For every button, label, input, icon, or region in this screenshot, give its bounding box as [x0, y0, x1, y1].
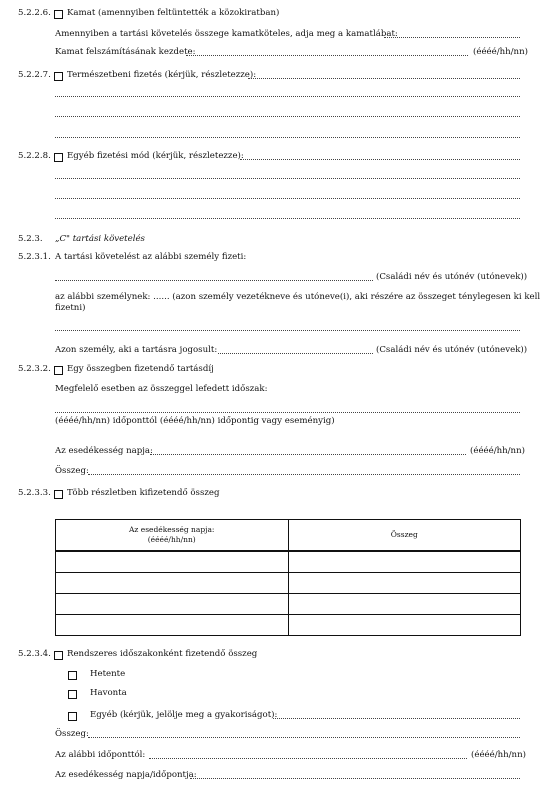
amount-label: Összeg: [55, 466, 89, 476]
other-frequency-field[interactable] [273, 718, 520, 719]
other-method-field-line[interactable] [55, 178, 520, 179]
checkbox-in-kind[interactable] [54, 72, 63, 81]
checkbox-other-frequency[interactable] [68, 712, 77, 721]
due-date-time-field[interactable] [190, 778, 520, 779]
table-row [56, 573, 521, 594]
interest-start-field[interactable] [186, 55, 468, 56]
checkbox-periodic[interactable] [54, 651, 63, 660]
payee-label-cont: fizetni) [55, 303, 86, 313]
option-other-label: Egyéb (kérjük, jelölje meg a gyakoriságot): [90, 710, 278, 720]
section-number: 5.2.2.6. [18, 8, 51, 18]
table-cell-due-date[interactable] [56, 573, 289, 594]
checkbox-weekly[interactable] [68, 671, 77, 680]
period-label: Megfelelő esetben az összeggel lefedett időszak: [55, 384, 268, 394]
payer-label: A tartási követelést az alábbi személy fizeti: [55, 252, 247, 262]
section-title: Több részletben kifizetendő összeg [67, 488, 220, 498]
section-number: 5.2.3.4. [18, 649, 51, 659]
other-method-field-line[interactable] [55, 198, 520, 199]
section-number: 5.2.3. [18, 234, 43, 244]
table-row [56, 551, 521, 573]
column-header-due-date: Az esedékesség napja: (éééé/hh/nn) [56, 520, 289, 552]
installments-table [55, 519, 521, 636]
section-number: 5.2.3.1. [18, 252, 51, 262]
other-method-field[interactable] [240, 159, 520, 160]
checkbox-other-method[interactable] [54, 153, 63, 162]
option-monthly-label: Havonta [90, 688, 127, 698]
table-cell-amount[interactable] [288, 551, 521, 573]
due-date-time-label: Az esedékesség napja/időpontja: [55, 770, 197, 780]
checkbox-installments[interactable] [54, 490, 63, 499]
section-number: 5.2.3.2. [18, 364, 51, 374]
table-row [56, 594, 521, 615]
table-cell-amount[interactable] [288, 615, 521, 636]
date-format-hint: (éééé/hh/nn) [473, 47, 528, 57]
date-format-hint: (éééé/hh/nn) [470, 446, 525, 456]
due-date-field[interactable] [150, 454, 466, 455]
section-number: 5.2.2.7. [18, 70, 51, 80]
in-kind-field-line[interactable] [55, 116, 520, 117]
other-method-field-line[interactable] [55, 218, 520, 219]
table-cell-amount[interactable] [288, 594, 521, 615]
payer-name-field[interactable] [55, 280, 373, 281]
table-row [56, 615, 521, 636]
table-cell-amount[interactable] [288, 573, 521, 594]
payee-name-field[interactable] [55, 330, 520, 331]
in-kind-field-line[interactable] [55, 96, 520, 97]
section-title: Egy összegben fizetendő tartásdíj [67, 364, 214, 374]
section-heading: „C" tartási követelés [55, 234, 145, 244]
section-title: Kamat (amennyiben feltüntették a közokiratban) [67, 8, 280, 18]
name-hint: (Családi név és utónév (utónevek)) [376, 272, 528, 282]
date-format-hint: (éééé/hh/nn) [471, 750, 526, 760]
checkbox-interest[interactable] [54, 10, 63, 19]
column-header-amount: Összeg [288, 520, 521, 552]
interest-start-label: Kamat felszámításának kezdete: [55, 47, 196, 57]
beneficiary-name-field[interactable] [218, 353, 373, 354]
section-title: Egyéb fizetési mód (kérjük, részletezze): [67, 151, 244, 161]
section-title: Természetbeni fizetés (kérjük, részletezze): [67, 70, 257, 80]
period-field[interactable] [55, 412, 520, 413]
interest-rate-field[interactable] [384, 37, 520, 38]
amount-field[interactable] [88, 737, 520, 738]
in-kind-field[interactable] [248, 78, 520, 79]
amount-label: Összeg: [55, 729, 89, 739]
table-cell-due-date[interactable] [56, 615, 289, 636]
section-title: Rendszeres időszakonként fizetendő összeg [67, 649, 258, 659]
in-kind-field-line[interactable] [55, 137, 520, 138]
period-format-hint: (éééé/hh/nn) időponttól (éééé/hh/nn) időpontig vagy eseményig) [55, 416, 335, 426]
beneficiary-label: Azon személy, aki a tartásra jogosult: [55, 345, 218, 355]
amount-field[interactable] [88, 474, 520, 475]
section-number: 5.2.3.3. [18, 488, 51, 498]
section-number: 5.2.2.8. [18, 151, 51, 161]
checkbox-lump-sum[interactable] [54, 366, 63, 375]
interest-rate-label: Amennyiben a tartási követelés összege kamatköteles, adja meg a kamatlábat: [55, 29, 398, 39]
checkbox-monthly[interactable] [68, 690, 77, 699]
from-date-field[interactable] [149, 758, 467, 759]
due-date-label: Az esedékesség napja: [55, 446, 153, 456]
table-cell-due-date[interactable] [56, 594, 289, 615]
option-weekly-label: Hetente [90, 669, 126, 679]
name-hint: (Családi név és utónév (utónevek)) [376, 345, 528, 355]
payee-label: az alábbi személynek: ...... (azon személy vezetékneve és utóneve(i), aki részére az összeget ténylegesen ki kell [55, 292, 541, 302]
table-cell-due-date[interactable] [56, 551, 289, 573]
from-date-label: Az alábbi időponttól: [55, 750, 146, 760]
